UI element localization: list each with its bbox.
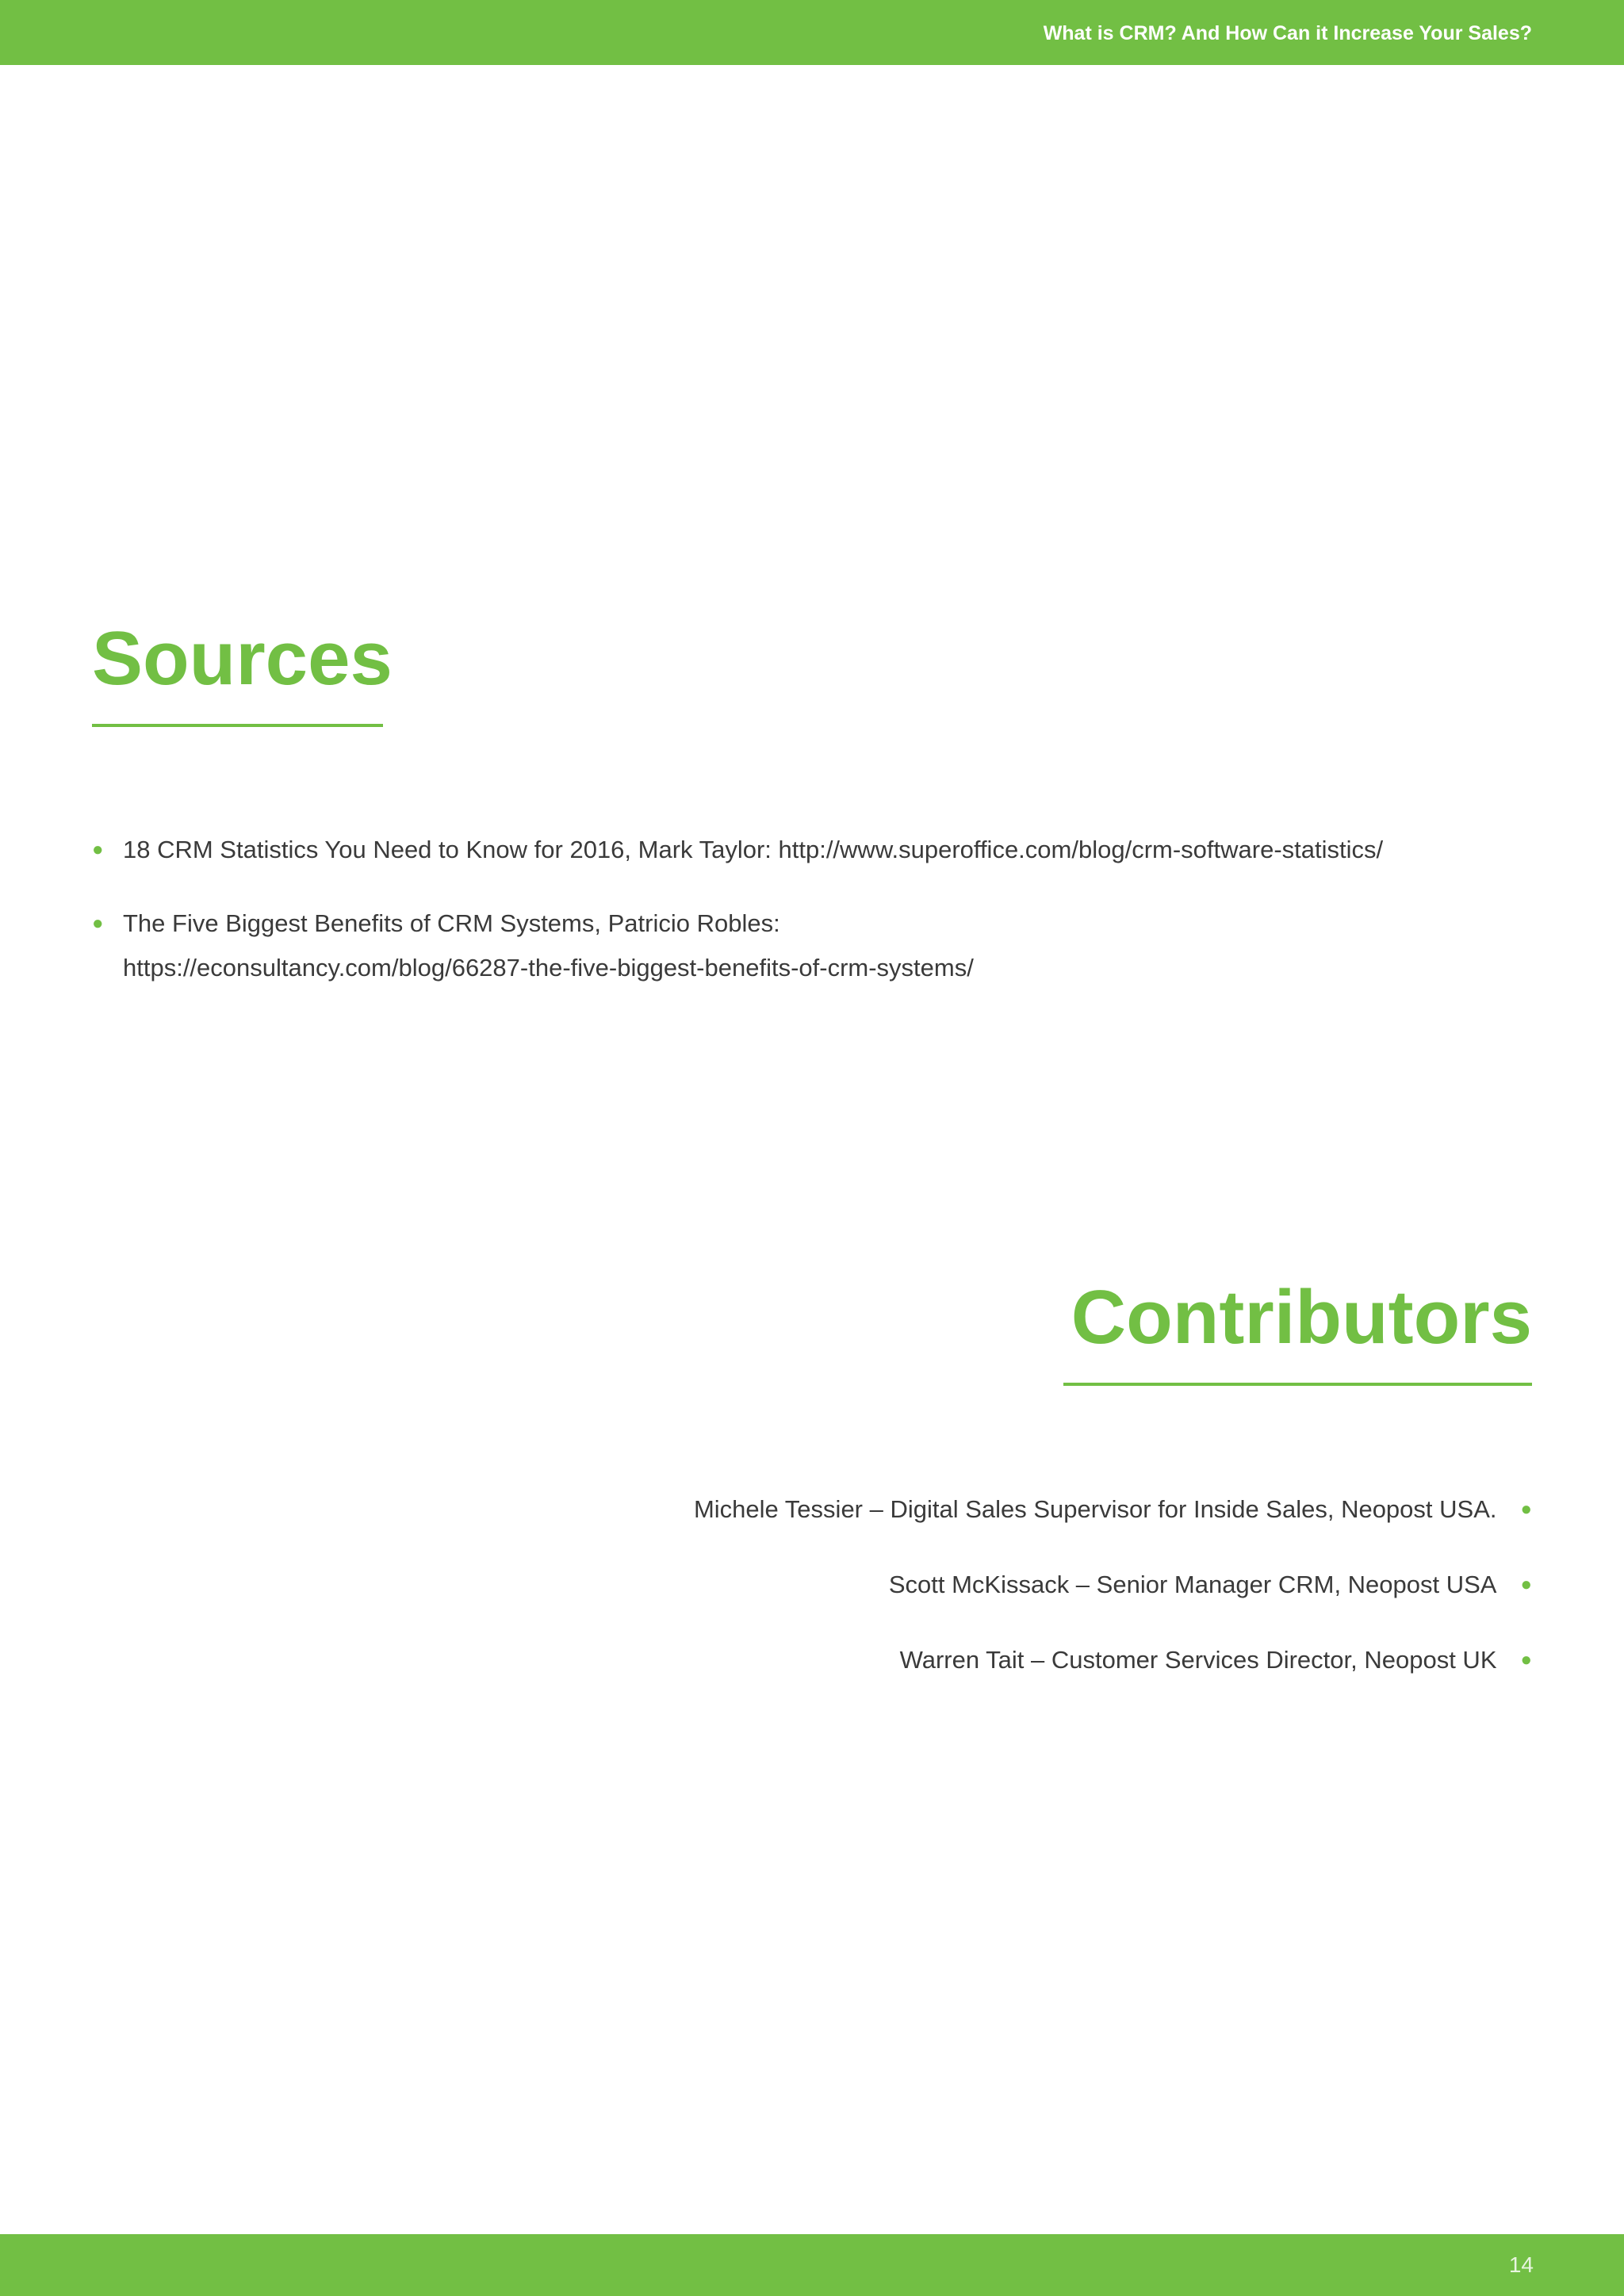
source-item-link[interactable]: https://econsultancy.com/blog/66287-the-five-biggest-benefits-of-crm-systems/ — [123, 954, 974, 982]
bullet-icon: ● — [1520, 1574, 1532, 1595]
sources-heading-underline — [92, 724, 383, 727]
source-item-title: The Five Biggest Benefits of CRM Systems, Patricio Robles: — [123, 909, 780, 937]
source-item — [92, 901, 1519, 990]
source-item-text: 18 CRM Statistics You Need to Know for 2016, Mark Taylor: http://www.superoffice.com/blog/crm-software-statistics/ — [123, 836, 1384, 863]
source-item — [92, 828, 1519, 872]
contributor-item — [900, 1638, 1532, 1682]
contributor-item — [694, 1487, 1532, 1532]
sources-heading: Sources — [92, 616, 393, 701]
header-title: What is CRM? And How Can it Increase Your Sales? — [1043, 22, 1532, 44]
bullet-icon: ● — [92, 839, 104, 860]
footer-bar — [0, 2234, 1624, 2296]
page-number: 14 — [1508, 2252, 1534, 2277]
contributors-heading-underline — [1063, 1383, 1532, 1386]
bullet-icon: ● — [1520, 1498, 1532, 1520]
bullet-icon: ● — [1520, 1649, 1532, 1670]
contributor-item — [889, 1563, 1532, 1607]
contributor-text: Warren Tait – Customer Services Director, Neopost UK — [899, 1646, 1497, 1674]
header-bar — [0, 0, 1624, 65]
bullet-icon: ● — [92, 913, 104, 934]
contributors-heading: Contributors — [1071, 1275, 1532, 1360]
contributor-text: Scott McKissack – Senior Manager CRM, Neopost USA — [888, 1571, 1497, 1598]
contributor-text: Michele Tessier – Digital Sales Supervisor for Inside Sales, Neopost USA. — [693, 1495, 1497, 1523]
